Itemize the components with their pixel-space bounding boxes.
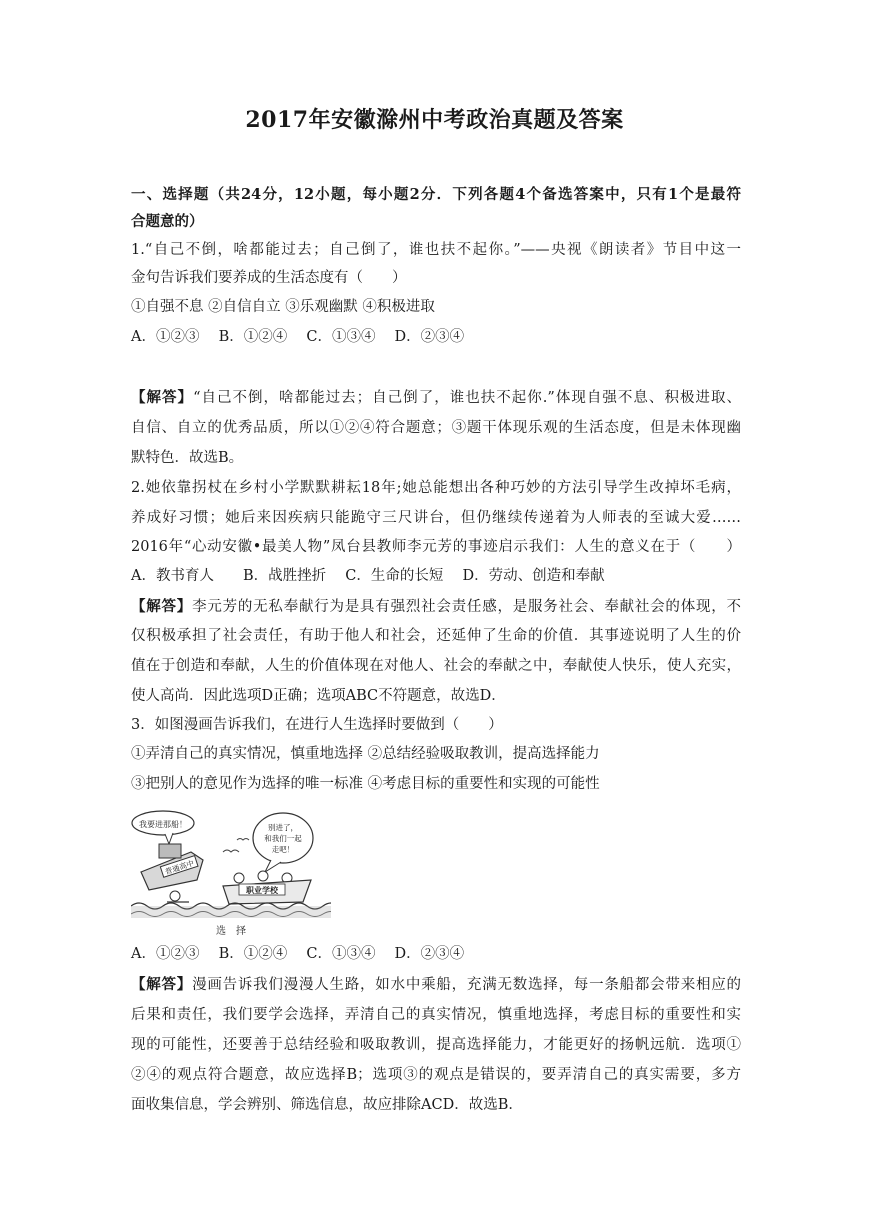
q3-answer-line-1 (131, 975, 741, 995)
q1-stem-line-2: 金句告诉我们要养成的生活态度有（ ） (131, 270, 407, 286)
q2-answer-text-1: 李元芳的无私奉献行为是具有强烈社会责任感，是服务社会、奉献社会的体现，不 (192, 599, 741, 615)
choice-cartoon-image (131, 810, 331, 938)
q1-answer-line-1 (131, 388, 741, 408)
section-header-line-2: 合题意的） (131, 213, 204, 230)
cartoon-bubble-right-2: 和我们一起 (264, 834, 302, 843)
q3-stem: 3．如图漫画告诉我们，在进行人生选择时要做到（ ） (131, 717, 503, 733)
q3-statements-line-1: ①弄清自己的真实情况，慎重地选择 ②总结经验吸取教训，提高选择能力 (131, 746, 600, 762)
cartoon-bubble-right-1: 别进了， (268, 823, 298, 832)
q3-answer-text-1: 漫画告诉我们漫漫人生路，如水中乘船，充满无数选择，每一条船都会带来相应的 (192, 977, 741, 993)
q2-answer-line-3: 值在于创造和奉献，人生的价值体现在对他人、社会的奉献之中，奉献使人快乐，使人充实， (131, 658, 741, 674)
cartoon-bubble-right-3: 走吧！ (271, 845, 295, 854)
q1-stem-line-1: 1.“自己不倒，啥都能过去；自己倒了，谁也扶不起你。”——央视《朗读者》节目中这一 (131, 242, 741, 258)
q3-answer-line-2: 后果和责任，我们要学会选择，弄清自己的真实情况，慎重地选择，考虑目标的重要性和实 (131, 1007, 741, 1023)
q1-answer-tag: 【解答】 (131, 389, 194, 406)
q1-options: A．①②③ B．①②④ C．①③④ D．②③④ (131, 329, 465, 345)
cartoon-caption: 选 择 (216, 926, 246, 937)
q1-answer-text-1: “自己不倒，啥都能过去；自己倒了，谁也扶不起你.”体现自强不息、积极进取、 (193, 390, 741, 406)
q1-answer-line-3: 默特色．故选B。 (131, 450, 244, 466)
q2-stem-line-2: 养成好习惯；她后来因疾病只能跪守三尺讲台，但仍继续传递着为人师表的至诚大爱…… (131, 510, 741, 526)
q2-stem-line-1: 2.她依靠拐杖在乡村小学默默耕耘18年;她总能想出各种巧妙的方法引导学生改掉坏毛病， (131, 480, 741, 496)
cartoon-sign-left: 普通高中 (163, 858, 196, 877)
q3-answer-line-3: 现的可能性，还要善于总结经验和吸取教训，提高选择能力，才能更好的扬帆远航．选项① (131, 1037, 741, 1053)
section-header-line-1: 一、选择题（共24分，12小题，每小题2分．下列各题4个备选答案中，只有1个是最符 (131, 186, 741, 203)
q2-answer-line-4: 使人高尚．因此选项D正确；选项ABC不符题意，故选D． (131, 688, 506, 704)
q2-answer-line-1 (131, 597, 741, 617)
q2-answer-tag: 【解答】 (131, 598, 193, 615)
q3-options: A．①②③ B．①②④ C．①③④ D．②③④ (131, 946, 465, 962)
cartoon-boat-label: 职业学校 (246, 886, 278, 895)
q1-answer-line-2: 自信、自立的优秀品质，所以①②④符合题意；③题干体现乐观的生活态度，但是未体现幽 (131, 420, 741, 436)
q2-answer-line-2: 仅积极承担了社会责任，有助于他人和社会，还延伸了生命的价值．其事迹说明了人生的价 (131, 628, 741, 644)
q3-answer-line-5: 面收集信息，学会辨别、筛选信息，故应排除ACD．故选B． (131, 1097, 523, 1113)
q1-statements: ①自强不息 ②自信自立 ③乐观幽默 ④积极进取 (131, 299, 435, 315)
q3-statements-line-2: ③把别人的意见作为选择的唯一标准 ④考虑目标的重要性和实现的可能性 (131, 776, 600, 792)
q2-stem-line-3: 2016年“心动安徽•最美人物”凤台县教师李元芳的事迹启示我们：人生的意义在于（ ） (131, 539, 741, 555)
cartoon-bubble-left: 我要进那船！ (139, 820, 187, 829)
q3-answer-tag: 【解答】 (131, 976, 193, 993)
page-title: 2017年安徽滁州中考政治真题及答案 (245, 107, 624, 133)
q2-options: A．教书育人 B．战胜挫折 C．生命的长短 D．劳动、创造和奉献 (131, 568, 605, 584)
q3-answer-line-4: ②④的观点符合题意，故应选择B；选项③的观点是错误的，要弄清自己的真实需要，多方 (131, 1067, 741, 1083)
